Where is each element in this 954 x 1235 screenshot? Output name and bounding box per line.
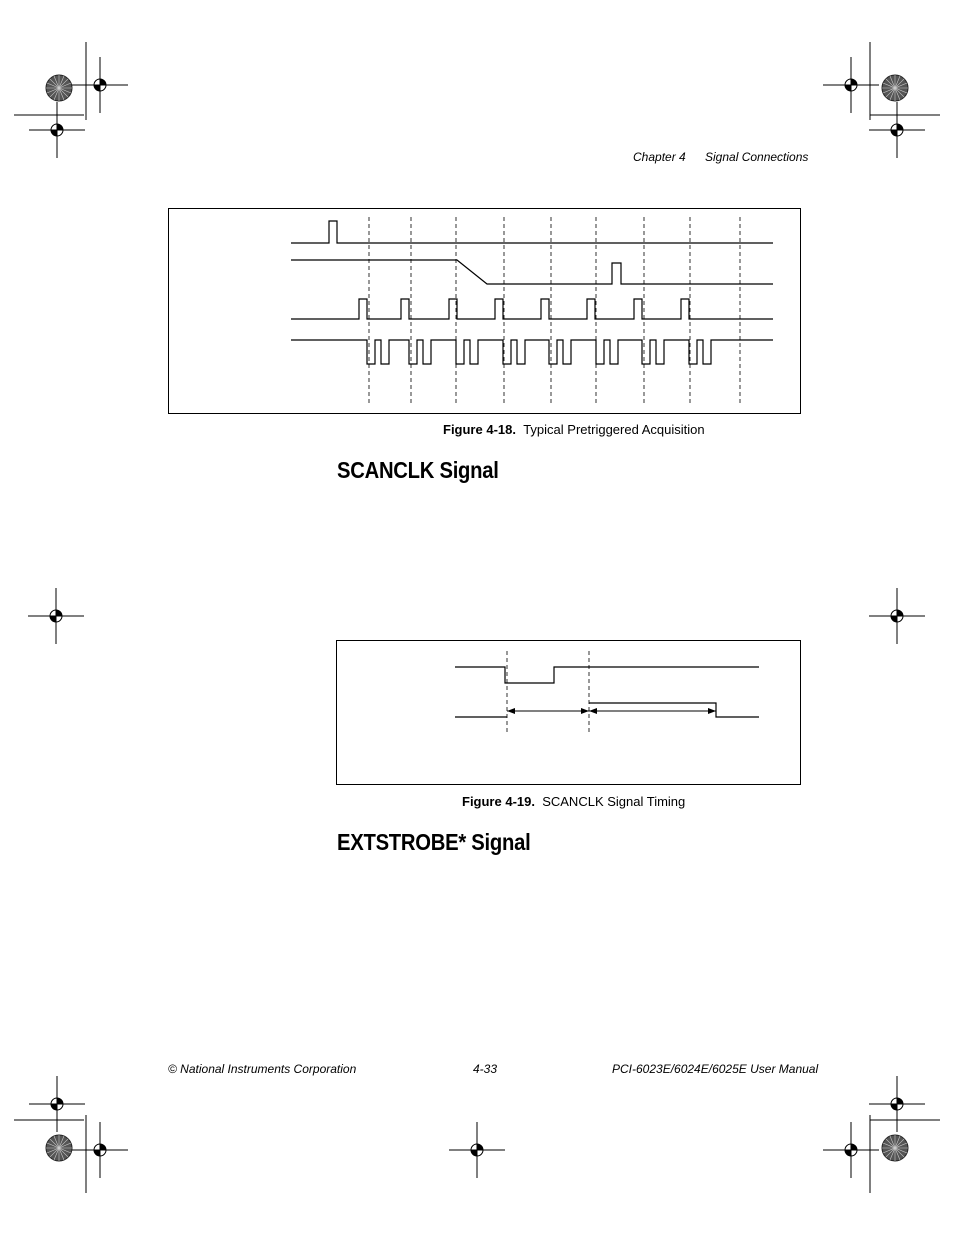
timing-diagram-scanclk bbox=[337, 641, 800, 784]
figure-pretriggered-acquisition bbox=[168, 208, 801, 414]
footer-page-number: 4-33 bbox=[473, 1062, 498, 1076]
figure-scanclk-timing bbox=[336, 640, 801, 785]
figure-19-caption bbox=[462, 794, 685, 809]
header-chapter: Chapter 4 bbox=[633, 150, 686, 164]
header-section: Signal Connections bbox=[705, 150, 809, 164]
section-heading-extstrobe: EXTSTROBE* Signal bbox=[337, 829, 531, 855]
section-heading-scanclk: SCANCLK Signal bbox=[337, 457, 499, 483]
figure-18-number: Figure 4-18. bbox=[443, 422, 516, 437]
figure-18-caption bbox=[443, 422, 705, 437]
timing-diagram-pretriggered bbox=[169, 209, 800, 413]
footer-copyright: © National Instruments Corporation bbox=[168, 1062, 357, 1076]
figure-19-title: SCANCLK Signal Timing bbox=[542, 794, 686, 809]
footer-manual-title: PCI-6023E/6024E/6025E User Manual bbox=[612, 1062, 819, 1076]
figure-18-title: Typical Pretriggered Acquisition bbox=[523, 422, 705, 437]
figure-19-number: Figure 4-19. bbox=[462, 794, 535, 809]
